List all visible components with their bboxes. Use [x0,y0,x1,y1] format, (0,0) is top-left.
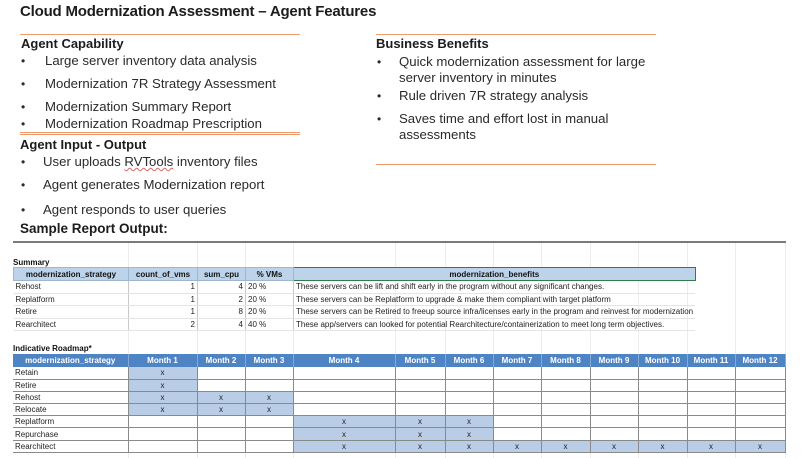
month-cell[interactable] [638,416,687,428]
month-cell[interactable] [541,391,590,403]
month-cell[interactable] [687,416,735,428]
month-cell[interactable]: x [128,379,197,391]
strategy-cell[interactable]: Repurchase [13,428,128,440]
month-cell[interactable] [395,404,445,416]
strategy-cell[interactable]: Rearchitect [13,440,128,452]
month-cell[interactable] [445,391,493,403]
month-cell[interactable] [735,404,785,416]
month-cell[interactable] [638,404,687,416]
month-cell[interactable] [735,428,785,440]
month-cell[interactable] [197,416,245,428]
divider [20,34,300,35]
month-cell[interactable] [687,391,735,403]
cpu-cell[interactable]: 4 [198,318,246,331]
column-header-month[interactable]: Month 4 [293,354,395,367]
list-item-text: Agent generates Modernization report [43,177,265,192]
month-cell[interactable]: x [445,440,493,452]
business-benefits-list [377,54,667,143]
list-item: • Modernization Summary Report [21,99,276,115]
pct-cell[interactable]: 40 % [246,318,294,331]
count-cell[interactable]: 2 [129,318,198,331]
month-cell[interactable] [638,367,687,379]
column-header[interactable]: % VMs [246,268,294,281]
count-cell[interactable]: 1 [129,293,198,306]
month-cell[interactable]: x [395,440,445,452]
strategy-cell[interactable]: Rehost [13,391,128,403]
table-row [14,306,696,319]
benefits-cell[interactable]: These servers can be Retired to freeup source infra/licenses early in the program and reinvest for modernization [294,306,696,319]
month-cell[interactable]: x [128,404,197,416]
list-item-text: Agent responds to user queries [43,202,227,217]
month-cell[interactable] [687,367,735,379]
month-cell[interactable] [293,367,395,379]
month-cell[interactable]: x [245,391,293,403]
month-cell[interactable] [245,416,293,428]
list-item: • Modernization 7R Strategy Assessment [21,76,276,92]
benefits-cell[interactable]: These app/servers can looked for potential Rearchitecture/containerization to meet long term objectives. [294,318,696,331]
agent-capability-heading: Agent Capability [21,36,124,51]
cpu-cell[interactable]: 4 [198,281,246,294]
month-cell[interactable]: x [638,440,687,452]
table-row [13,440,785,452]
roadmap-label: Indicative Roadmap* [13,344,92,353]
month-cell[interactable] [445,367,493,379]
month-cell[interactable] [493,416,541,428]
month-cell[interactable]: x [541,440,590,452]
summary-label: Summary [13,258,50,267]
month-cell[interactable] [128,428,197,440]
pct-cell[interactable]: 20 % [246,293,294,306]
agent-capability-list [21,53,276,132]
rvtools-link: RVTools [124,154,174,169]
sample-report-heading: Sample Report Output: [20,221,168,236]
summary-table [13,267,696,331]
count-cell[interactable]: 1 [129,306,198,319]
strategy-cell[interactable]: Replatform [14,293,129,306]
month-cell[interactable]: x [197,391,245,403]
month-cell[interactable] [245,440,293,452]
table-row [13,367,785,379]
column-header-strategy[interactable]: modernization_strategy [13,354,128,367]
month-cell[interactable] [541,404,590,416]
list-item [21,202,264,218]
month-cell[interactable] [293,379,395,391]
month-cell[interactable] [541,428,590,440]
month-cell[interactable]: x [245,404,293,416]
month-cell[interactable]: x [735,440,785,452]
month-cell[interactable]: x [395,428,445,440]
summary-header-row [14,268,696,281]
table-row [13,404,785,416]
month-cell[interactable] [445,404,493,416]
table-row [14,318,696,331]
column-header-month[interactable]: Month 10 [638,354,687,367]
table-row [13,428,785,440]
benefits-cell[interactable]: These servers can be Replatform to upgrade & make them compliant with target platform [294,293,696,306]
strategy-cell[interactable]: Rehost [14,281,129,294]
column-header-month[interactable]: Month 1 [128,354,197,367]
month-cell[interactable]: x [493,440,541,452]
month-cell[interactable] [493,367,541,379]
column-header-month[interactable]: Month 11 [687,354,735,367]
month-cell[interactable] [493,391,541,403]
month-cell[interactable] [638,428,687,440]
month-cell[interactable]: x [128,391,197,403]
column-header-month[interactable]: Month 8 [541,354,590,367]
column-header-month[interactable]: Month 12 [735,354,785,367]
month-cell[interactable]: x [445,428,493,440]
month-cell[interactable] [128,416,197,428]
divider [376,34,656,35]
month-cell[interactable]: x [293,428,395,440]
list-item [21,154,264,170]
list-item: • Modernization Roadmap Prescription [21,116,276,132]
divider [376,164,656,165]
column-header-month[interactable]: Month 3 [245,354,293,367]
month-cell[interactable] [493,404,541,416]
month-cell[interactable] [590,428,638,440]
cpu-cell[interactable]: 2 [198,293,246,306]
month-cell[interactable] [541,416,590,428]
month-cell[interactable] [735,379,785,391]
strategy-cell[interactable]: Rearchitect [14,318,129,331]
month-cell[interactable] [493,428,541,440]
business-benefits-heading: Business Benefits [376,36,489,51]
month-cell[interactable] [493,379,541,391]
table-row [13,391,785,403]
column-header-month[interactable]: Month 7 [493,354,541,367]
month-cell[interactable] [590,416,638,428]
list-item: • Rule driven 7R strategy analysis [377,88,667,104]
month-cell[interactable] [735,367,785,379]
month-cell[interactable]: x [293,416,395,428]
month-cell[interactable] [293,404,395,416]
table-row [13,379,785,391]
table-row [13,416,785,428]
month-cell[interactable] [197,367,245,379]
month-cell[interactable] [395,367,445,379]
month-cell[interactable] [128,440,197,452]
count-cell[interactable]: 1 [129,281,198,294]
column-header-month[interactable]: Month 9 [590,354,638,367]
roadmap-table [13,354,786,453]
month-cell[interactable]: x [293,440,395,452]
column-header[interactable]: modernization_strategy [14,268,129,281]
column-header-month[interactable]: Month 2 [197,354,245,367]
strategy-cell[interactable]: Retain [13,367,128,379]
column-header-month[interactable]: Month 6 [445,354,493,367]
list-item [21,177,264,193]
month-cell[interactable] [687,379,735,391]
month-cell[interactable]: x [445,416,493,428]
divider [20,132,300,133]
strategy-cell[interactable]: Retire [14,306,129,319]
month-cell[interactable] [687,404,735,416]
strategy-cell[interactable]: Replatform [13,416,128,428]
month-cell[interactable] [395,379,445,391]
month-cell[interactable] [445,379,493,391]
list-item: • Quick modernization assessment for large server inventory in minutes [377,54,667,86]
month-cell[interactable] [293,391,395,403]
month-cell[interactable] [590,391,638,403]
month-cell[interactable] [735,416,785,428]
strategy-cell[interactable]: Relocate [13,404,128,416]
month-cell[interactable] [245,367,293,379]
month-cell[interactable] [197,440,245,452]
month-cell[interactable] [245,379,293,391]
month-cell[interactable] [541,367,590,379]
month-cell[interactable] [590,367,638,379]
month-cell[interactable]: x [395,416,445,428]
pct-cell[interactable]: 20 % [246,281,294,294]
month-cell[interactable]: x [687,440,735,452]
agent-io-list [21,154,264,218]
month-cell[interactable] [197,379,245,391]
column-header[interactable]: count_of_vms [129,268,198,281]
month-cell[interactable] [638,379,687,391]
column-header-month[interactable]: Month 5 [395,354,445,367]
month-cell[interactable] [638,391,687,403]
month-cell[interactable] [197,428,245,440]
month-cell[interactable] [541,379,590,391]
list-item: • Saves time and effort lost in manual assessments [377,111,627,143]
month-cell[interactable] [590,404,638,416]
month-cell[interactable]: x [590,440,638,452]
month-cell[interactable]: x [197,404,245,416]
page-title: Cloud Modernization Assessment – Agent Features [20,3,377,20]
roadmap-header-row [13,354,785,367]
pct-cell[interactable]: 20 % [246,306,294,319]
cpu-cell[interactable]: 8 [198,306,246,319]
list-item-text: inventory files [173,154,258,169]
divider [20,134,300,135]
month-cell[interactable] [590,379,638,391]
table-row [14,293,696,306]
month-cell[interactable] [687,428,735,440]
list-item-text: User uploads [43,154,125,169]
agent-io-heading: Agent Input - Output [20,137,147,152]
month-cell[interactable]: x [128,367,197,379]
column-header[interactable]: sum_cpu [198,268,246,281]
month-cell[interactable] [735,391,785,403]
list-item: • Large server inventory data analysis [21,53,276,69]
table-row [14,281,696,294]
month-cell[interactable] [245,428,293,440]
month-cell[interactable] [395,391,445,403]
strategy-cell[interactable]: Retire [13,379,128,391]
column-header-selected[interactable]: modernization_benefits [294,268,696,281]
benefits-cell[interactable]: These servers can be lift and shift early in the program without any significant changes. [294,281,696,294]
